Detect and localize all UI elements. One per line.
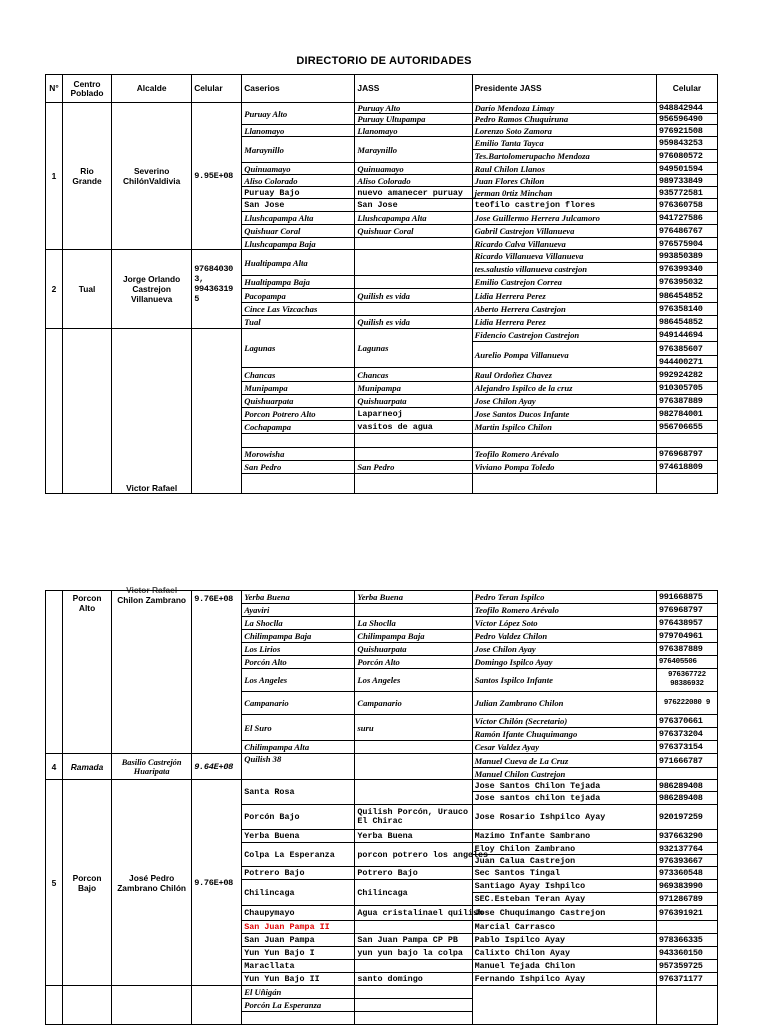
caserio-cell: Maracllata: [242, 960, 355, 973]
authorities-table-page-2: [45, 585, 718, 1025]
phone-cell: 956596490: [656, 114, 717, 125]
jass-cell: yun yun bajo la colpa: [355, 947, 472, 960]
phone-cell: 971286789: [656, 893, 717, 906]
jass-cell: Yerba Buena: [355, 830, 472, 843]
presidente-cell: Manuel Cueva de La Cruz: [472, 754, 656, 768]
presidente-cell: Jose Chilon Ayay: [472, 643, 656, 656]
presidente-cell: teofilo castrejon flores: [472, 199, 656, 212]
jass-cell: Laparneoj: [355, 408, 472, 421]
phone-cell: 957359725: [656, 960, 717, 973]
jass-cell: [355, 780, 472, 805]
presidente-cell: Ramón Ifante Chuquimango: [472, 728, 656, 741]
group-alcalde: José Pedro Zambrano Chilón: [112, 780, 192, 986]
phone-cell: 937663290: [656, 830, 717, 843]
table-row: [46, 754, 718, 768]
phone-cell: 986289408: [656, 780, 717, 792]
header-celular: Celular: [192, 75, 242, 103]
phone-cell: 976358140: [656, 303, 717, 316]
caserio-cell: Cince Las Vizcachas: [242, 303, 355, 316]
phone-cell: 973360548: [656, 867, 717, 880]
jass-cell: [355, 754, 472, 780]
jass-cell: Porcón Alto: [355, 656, 472, 669]
presidente-cell: SEC.Esteban Teran Ayay: [472, 893, 656, 906]
jass-cell: [355, 921, 472, 934]
caserio-cell: Colpa La Esperanza: [242, 843, 355, 867]
group-alcalde: Victor Rafael: [112, 329, 192, 494]
presidente-cell: Darío Mendoza Limay: [472, 103, 656, 114]
group-centro-poblado: Porcon Bajo: [63, 780, 112, 986]
table-row: [46, 591, 718, 604]
caserio-cell: Porcón Alto: [242, 656, 355, 669]
presidente-cell: Lidia Herrera Perez: [472, 316, 656, 329]
presidente-cell: Jose Chilon Ayay: [472, 395, 656, 408]
presidente-cell: Jose Santos Chilon Tejada: [472, 780, 656, 792]
group-centro-poblado: Ramada: [63, 754, 112, 780]
phone-cell: 976222080 9: [656, 692, 717, 715]
table-row: [46, 780, 718, 792]
group-alcalde: Jorge Orlando Castrejon Villanueva: [112, 250, 192, 329]
jass-cell: La Shoclla: [355, 617, 472, 630]
presidente-cell: Pablo Ispilco Ayay: [472, 934, 656, 947]
phone-cell: 976373204: [656, 728, 717, 741]
caserio-cell: Tual: [242, 316, 355, 329]
presidente-cell: Pedro Teran Ispilco: [472, 591, 656, 604]
jass-cell: [355, 250, 472, 276]
caserio-cell: Chaupymayo: [242, 906, 355, 921]
caserio-cell: Maraynillo: [242, 137, 355, 163]
presidente-cell: Manuel Chilon Castrejon: [472, 768, 656, 780]
jass-cell: nuevo amanecer puruay: [355, 187, 472, 199]
presidente-cell: Víctor Chilón (Secretario): [472, 715, 656, 728]
phone-cell: 976370661: [656, 715, 717, 728]
caserio-cell: Puruay Bajo: [242, 187, 355, 199]
phone-cell: 976385607: [656, 342, 717, 356]
phone-cell: [656, 434, 717, 448]
jass-cell: [355, 604, 472, 617]
jass-cell: Aliso Colorado: [355, 175, 472, 187]
jass-cell: [355, 741, 472, 754]
phone-cell: 991668875: [656, 591, 717, 604]
caserio-cell: Yun Yun Bajo II: [242, 973, 355, 986]
phone-cell: 974618809: [656, 461, 717, 474]
presidente-cell: Víctor López Soto: [472, 617, 656, 630]
caserio-cell: Ayaviri: [242, 604, 355, 617]
jass-cell: Chilincaga: [355, 880, 472, 906]
presidente-cell: Lidia Herrera Perez: [472, 289, 656, 303]
presidente-cell: [472, 986, 656, 1025]
caserio-cell: Campanario: [242, 692, 355, 715]
phone-cell: 976438957: [656, 617, 717, 630]
header-telefono: Celular: [656, 75, 717, 103]
jass-cell: [355, 276, 472, 289]
header-centro-poblado: Centro Poblado: [63, 75, 112, 103]
header-jass: JASS: [355, 75, 472, 103]
presidente-cell: Pedro Valdez Chilon: [472, 630, 656, 643]
phone-cell: 976968797: [656, 448, 717, 461]
phone-cell: 976391921: [656, 906, 717, 921]
caserio-cell: Llanomayo: [242, 125, 355, 137]
group-celular: 9.95E+08: [192, 103, 242, 250]
presidente-cell: Juan Calua Castrejon: [472, 855, 656, 867]
presidente-cell: Ricardo Villanueva Villanueva: [472, 250, 656, 263]
jass-cell: porcon potrero los angeles: [355, 843, 472, 867]
jass-cell: Quilish Porcón, Urauco El Chirac: [355, 805, 472, 830]
jass-cell: [355, 986, 472, 999]
presidente-cell: Emilio Castrejon Correa: [472, 276, 656, 289]
presidente-cell: Fidencio Castrejon Castrejon: [472, 329, 656, 342]
phone-cell: 976387889: [656, 395, 717, 408]
jass-cell: Chancas: [355, 368, 472, 382]
group-celular: 9.76E+08: [192, 591, 242, 754]
presidente-cell: Jose santos chilon tejada: [472, 792, 656, 805]
jass-cell: [355, 303, 472, 316]
page-2-table-region: [45, 585, 718, 1024]
table-row: [46, 103, 718, 114]
header-alcalde: Alcalde: [112, 75, 192, 103]
phone-cell: 976360758: [656, 199, 717, 212]
presidente-cell: Jose Guillermo Herrera Julcamoro: [472, 212, 656, 225]
jass-cell: Lagunas: [355, 329, 472, 368]
presidente-cell: Santiago Ayay Ishpilco: [472, 880, 656, 893]
phone-cell: 971666787: [656, 754, 717, 768]
presidente-cell: [472, 474, 656, 494]
caserio-cell: Munipampa: [242, 382, 355, 395]
presidente-cell: Martin Ispilco Chilon: [472, 421, 656, 434]
group-number: [46, 986, 63, 1025]
phone-cell: 976921508: [656, 125, 717, 137]
presidente-cell: Teofilo Romero Arévalo: [472, 604, 656, 617]
jass-cell: San Juan Pampa CP PB: [355, 934, 472, 947]
presidente-cell: Emilio Tanta Tayca: [472, 137, 656, 150]
presidente-cell: Eloy Chilon Zambrano: [472, 843, 656, 855]
phone-cell: 976486767: [656, 225, 717, 238]
jass-cell: Potrero Bajo: [355, 867, 472, 880]
presidente-cell: Ricardo Calva Villanueva: [472, 238, 656, 250]
caserio-cell: Hualtipampa Baja: [242, 276, 355, 289]
document-title: DIRECTORIO DE AUTORIDADES: [296, 55, 472, 67]
presidente-cell: Raul Chilon Llanos: [472, 163, 656, 175]
group-number: 5: [46, 780, 63, 986]
phone-cell: 976395032: [656, 276, 717, 289]
group-centro-poblado: [63, 986, 112, 1025]
jass-cell: Quishuarpata: [355, 395, 472, 408]
presidente-cell: Marcial Carrasco: [472, 921, 656, 934]
caserio-cell: Cochapampa: [242, 421, 355, 434]
caserio-cell: Quishuar Coral: [242, 225, 355, 238]
table-row: [46, 986, 718, 999]
group-centro-poblado: Porcon Alto: [63, 591, 112, 754]
presidente-cell: Calixto Chilon Ayay: [472, 947, 656, 960]
presidente-cell: Gabril Castrejon Villanueva: [472, 225, 656, 238]
phone-cell: 986454852: [656, 316, 717, 329]
phone-cell: 976371177: [656, 973, 717, 986]
caserio-cell: Chilimpampa Baja: [242, 630, 355, 643]
presidente-cell: tes.salustio villanueva castrejon: [472, 263, 656, 276]
caserio-cell: Porcón Bajo: [242, 805, 355, 830]
phone-cell: 989733849: [656, 175, 717, 187]
caserio-cell: Llushcapampa Alta: [242, 212, 355, 225]
presidente-cell: Teofilo Romero Arévalo: [472, 448, 656, 461]
header-caserios: Caserios: [242, 75, 355, 103]
caserio-cell: Lagunas: [242, 329, 355, 368]
presidente-cell: Fernando Ishpilco Ayay: [472, 973, 656, 986]
phone-cell: 949501594: [656, 163, 717, 175]
phone-cell: [656, 474, 717, 494]
jass-cell: [355, 474, 472, 494]
presidente-cell: Santos Ispilco Infante: [472, 669, 656, 692]
jass-cell: Puruay Alto: [355, 103, 472, 114]
group-celular: 97684030 3, 99436319 5: [192, 250, 242, 329]
phone-cell: 920197259: [656, 805, 717, 830]
page-1-table-region: [45, 74, 718, 492]
header-presidente: Presidente JASS: [472, 75, 656, 103]
caserio-cell: Yerba Buena: [242, 591, 355, 604]
caserio-cell: Pacopampa: [242, 289, 355, 303]
group-number: [46, 591, 63, 754]
alcalde-top-fragment: Victor Rafael: [126, 585, 178, 595]
presidente-cell: Mazimo Infante Sambrano: [472, 830, 656, 843]
phone-cell: 969383990: [656, 880, 717, 893]
presidente-cell: Domingo Ispilco Ayay: [472, 656, 656, 669]
presidente-cell: Aurelio Pompa Villanueva: [472, 342, 656, 368]
jass-cell: Los Angeles: [355, 669, 472, 692]
jass-cell: [355, 434, 472, 448]
presidente-cell: Juan Flores Chilon: [472, 175, 656, 187]
phone-cell: 976405506: [656, 656, 717, 669]
group-number: 1: [46, 103, 63, 250]
phone-cell: 993850389: [656, 250, 717, 263]
presidente-cell: jerman 0rtiz Minchan: [472, 187, 656, 199]
presidente-cell: [472, 434, 656, 448]
jass-cell: Llanomayo: [355, 125, 472, 137]
presidente-cell: Tes.Bartolomerupacho Mendoza: [472, 150, 656, 163]
caserio-cell: Quinuamayo: [242, 163, 355, 175]
phone-cell: 935772581: [656, 187, 717, 199]
table-row: [46, 329, 718, 342]
caserio-cell: Los Lirios: [242, 643, 355, 656]
group-alcalde: [112, 986, 192, 1025]
caserio-cell: La Shoclla: [242, 617, 355, 630]
presidente-cell: Cesar Valdez Ayay: [472, 741, 656, 754]
caserio-cell: [242, 1012, 355, 1025]
presidente-cell: Alejandro Ispilco de la cruz: [472, 382, 656, 395]
presidente-cell: Sec Santos Tingal: [472, 867, 656, 880]
presidente-cell: Manuel Tejada Chilon: [472, 960, 656, 973]
phone-cell: 986454852: [656, 289, 717, 303]
header-n: N°: [46, 75, 63, 103]
group-number: 2: [46, 250, 63, 329]
phone-cell: 932137764: [656, 843, 717, 855]
caserio-cell: Aliso Colorado: [242, 175, 355, 187]
group-celular: 9.64E+08: [192, 754, 242, 780]
jass-cell: [355, 999, 472, 1012]
caserio-cell: San Jose: [242, 199, 355, 212]
alcalde-name: Chilon Zambrano: [117, 595, 187, 605]
phone-cell: 941727586: [656, 212, 717, 225]
presidente-cell: Julian Zambrano Chilon: [472, 692, 656, 715]
caserio-cell: Los Angeles: [242, 669, 355, 692]
jass-cell: Quishuarpata: [355, 643, 472, 656]
presidente-cell: Jose Rosario Ishpilco Ayay: [472, 805, 656, 830]
phone-cell: 976575904: [656, 238, 717, 250]
presidente-cell: Aberto Herrera Castrejon: [472, 303, 656, 316]
caserio-cell: Quilish 38: [242, 754, 355, 780]
jass-cell: Quilish es vida: [355, 289, 472, 303]
phone-cell: 943360150: [656, 947, 717, 960]
caserio-cell: Potrero Bajo: [242, 867, 355, 880]
phone-cell: [656, 921, 717, 934]
phone-cell: 949144694: [656, 329, 717, 342]
authorities-table-page-1: [45, 74, 718, 494]
phone-cell: 948842944: [656, 103, 717, 114]
presidente-cell: Viviano Pompa Toledo: [472, 461, 656, 474]
phone-cell: 959843253: [656, 137, 717, 150]
phone-cell: 978366335: [656, 934, 717, 947]
jass-cell: Llushcapampa Alta: [355, 212, 472, 225]
jass-cell: Campanario: [355, 692, 472, 715]
phone-cell: 976080572: [656, 150, 717, 163]
caserio-cell: Morowisha: [242, 448, 355, 461]
phone-cell: 976968797: [656, 604, 717, 617]
presidente-cell: Lorenzo Soto Zamora: [472, 125, 656, 137]
presidente-cell: Raul Ordoñez Chavez: [472, 368, 656, 382]
group-centro-poblado: Rio Grande: [63, 103, 112, 250]
caserio-cell: Chancas: [242, 368, 355, 382]
presidente-cell: Jose Chuquimango Castrejon: [472, 906, 656, 921]
jass-cell: Puruay Ultupampa: [355, 114, 472, 125]
jass-cell: suru: [355, 715, 472, 741]
caserio-cell: El Suro: [242, 715, 355, 741]
group-number: [46, 329, 63, 494]
phone-cell: 976373154: [656, 741, 717, 754]
group-alcalde: [112, 585, 192, 754]
group-alcalde: Severino ChilónValdivia: [112, 103, 192, 250]
caserio-cell: Santa Rosa: [242, 780, 355, 805]
caserio-cell: Hualtipampa Alta: [242, 250, 355, 276]
presidente-cell: Pedro Ramos Chuquiruna: [472, 114, 656, 125]
caserio-cell: El Uñigán: [242, 986, 355, 999]
phone-cell: 992924282: [656, 368, 717, 382]
phone-cell: 979704961: [656, 630, 717, 643]
presidente-cell: Jose Santos Ducos Infante: [472, 408, 656, 421]
jass-cell: Chilimpampa Baja: [355, 630, 472, 643]
table-row: [46, 250, 718, 263]
caserio-cell: Yerba Buena: [242, 830, 355, 843]
caserio-cell: [242, 434, 355, 448]
caserio-cell: Puruay Alto: [242, 103, 355, 125]
caserio-cell: [242, 474, 355, 494]
group-alcalde: Basilio Castrejón Huaripata: [112, 754, 192, 780]
phone-cell: 976399340: [656, 263, 717, 276]
caserio-cell: Porcon Potrero Alto: [242, 408, 355, 421]
phone-cell: 976367722 98386932: [656, 669, 717, 692]
phone-cell: 910305705: [656, 382, 717, 395]
jass-cell: Quinuamayo: [355, 163, 472, 175]
phone-cell: 986289408: [656, 792, 717, 805]
group-centro-poblado: Tual: [63, 250, 112, 329]
jass-cell: Quilish es vida: [355, 316, 472, 329]
caserio-cell: San Pedro: [242, 461, 355, 474]
caserio-cell: Chilincaga: [242, 880, 355, 906]
jass-cell: [355, 238, 472, 250]
phone-cell: 976387889: [656, 643, 717, 656]
jass-cell: [355, 960, 472, 973]
group-celular: [192, 329, 242, 494]
jass-cell: [355, 1012, 472, 1025]
jass-cell: Munipampa: [355, 382, 472, 395]
phone-cell: 944400271: [656, 356, 717, 368]
caserio-cell: Llushcapampa Baja: [242, 238, 355, 250]
caserio-cell: Yun Yun Bajo I: [242, 947, 355, 960]
phone-cell: 976393667: [656, 855, 717, 867]
jass-cell: San Jose: [355, 199, 472, 212]
caserio-cell: Porcón La Esperanza: [242, 999, 355, 1012]
jass-cell: santo domingo: [355, 973, 472, 986]
jass-cell: Maraynillo: [355, 137, 472, 163]
caserio-cell: San Juan Pampa: [242, 934, 355, 947]
caserio-cell: Chilimpampa Alta: [242, 741, 355, 754]
group-celular: 9.76E+08: [192, 780, 242, 986]
header-row: [46, 75, 718, 103]
phone-cell: 982784001: [656, 408, 717, 421]
phone-cell: 956706655: [656, 421, 717, 434]
jass-cell: Quishuar Coral: [355, 225, 472, 238]
group-number: 4: [46, 754, 63, 780]
group-centro-poblado: [63, 329, 112, 494]
phone-cell: [656, 768, 717, 780]
jass-cell: Agua cristalinael quilish: [355, 906, 472, 921]
caserio-cell-highlighted: San Juan Pampa II: [242, 921, 355, 934]
jass-cell: vasitos de agua: [355, 421, 472, 434]
jass-cell: [355, 448, 472, 461]
caserio-cell: Quishuarpata: [242, 395, 355, 408]
jass-cell: Yerba Buena: [355, 591, 472, 604]
group-celular: [192, 986, 242, 1025]
phone-cell: [656, 986, 717, 1025]
jass-cell: San Pedro: [355, 461, 472, 474]
